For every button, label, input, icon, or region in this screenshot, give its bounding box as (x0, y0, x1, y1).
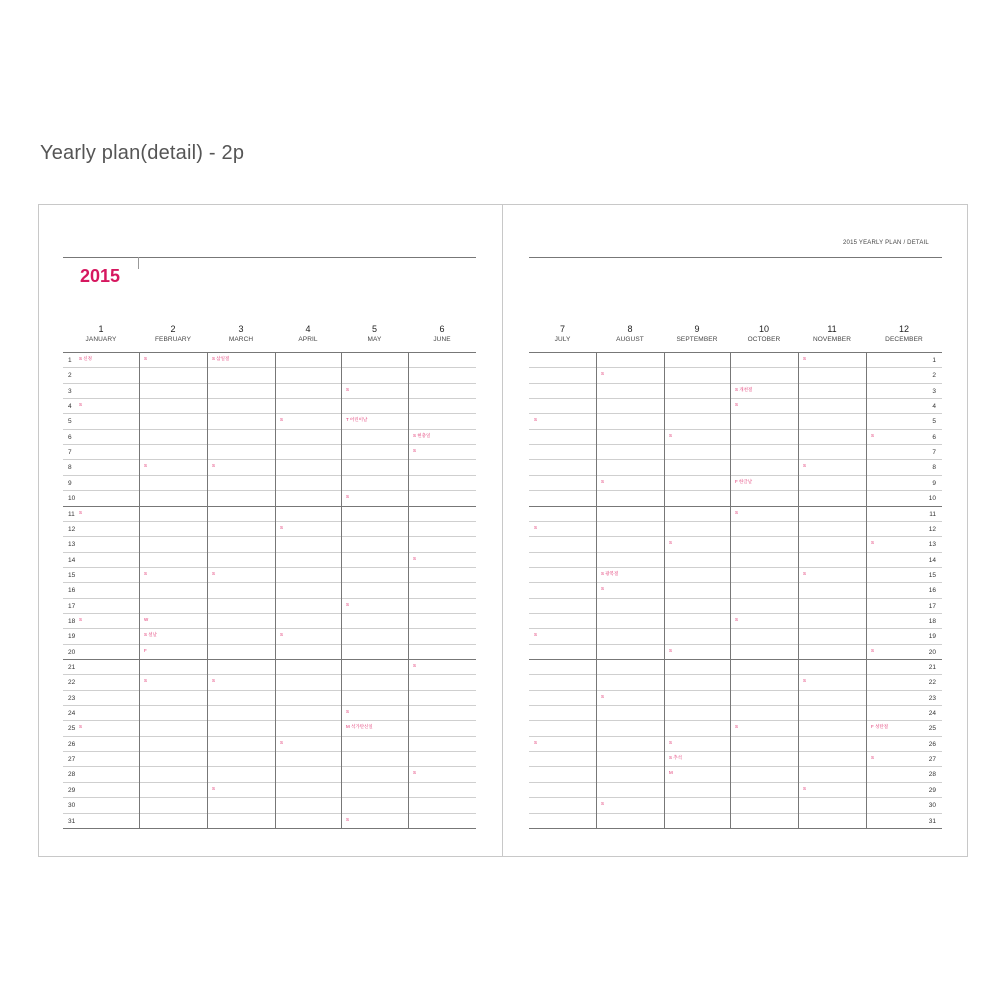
calendar-mark: S (144, 678, 148, 683)
day-number: 8 (68, 464, 72, 471)
day-number: 14 (928, 557, 936, 564)
month-name: JULY (554, 336, 571, 343)
row-rule (63, 383, 476, 384)
column-rule (596, 352, 597, 828)
row-rule (63, 644, 476, 645)
calendar-mark: S (346, 709, 350, 714)
row-rule (529, 398, 942, 399)
day-number: 25 (928, 725, 936, 732)
day-number: 19 (68, 633, 76, 640)
day-number: 4 (932, 403, 936, 410)
left-month-header (63, 324, 139, 344)
row-rule (63, 751, 476, 752)
row-rule (63, 598, 476, 599)
calendar-mark: S 신정 (79, 356, 92, 361)
day-number: 24 (68, 710, 76, 717)
day-number: 23 (68, 695, 76, 702)
calendar-mark: S (534, 740, 538, 745)
row-rule (63, 475, 476, 476)
month-number: 4 (305, 324, 311, 334)
column-rule (275, 352, 276, 828)
column-rule (664, 352, 665, 828)
row-rule (63, 582, 476, 583)
column-rule (408, 352, 409, 828)
day-number: 27 (928, 756, 936, 763)
day-number: 8 (932, 464, 936, 471)
column-rule (207, 352, 208, 828)
month-number: 1 (98, 324, 104, 334)
day-number: 5 (932, 418, 936, 425)
calendar-mark: S (346, 387, 350, 392)
left-header-rule (63, 352, 476, 353)
day-number: 30 (928, 802, 936, 809)
month-number: 8 (627, 324, 633, 334)
calendar-mark: S (280, 740, 284, 745)
calendar-mark: S 개천절 (735, 387, 753, 392)
calendar-mark: M (669, 770, 673, 775)
day-number: 28 (68, 771, 76, 778)
row-rule (529, 782, 942, 783)
row-rule (63, 536, 476, 537)
left-top-rule (63, 257, 476, 258)
calendar-mark: F 한글날 (735, 479, 753, 484)
row-rule (63, 367, 476, 368)
calendar-mark: S 삼일절 (212, 356, 230, 361)
row-rule (63, 506, 476, 507)
day-number: 16 (68, 587, 76, 594)
row-rule (529, 751, 942, 752)
calendar-mark: S (534, 417, 538, 422)
day-number: 3 (68, 388, 72, 395)
day-number: 12 (928, 526, 936, 533)
day-number: 3 (932, 388, 936, 395)
row-rule (63, 736, 476, 737)
month-number: 10 (758, 324, 769, 334)
row-rule (63, 705, 476, 706)
column-rule (798, 352, 799, 828)
calendar-mark: S (79, 617, 83, 622)
calendar-mark: S (534, 632, 538, 637)
month-number: 2 (170, 324, 176, 334)
row-rule (529, 690, 942, 691)
row-rule (529, 536, 942, 537)
right-month-header (664, 324, 730, 344)
calendar-mark: S (212, 786, 216, 791)
row-rule (529, 567, 942, 568)
day-number: 23 (928, 695, 936, 702)
day-number: 7 (68, 449, 72, 456)
calendar-mark: M 석가탄신일 (346, 724, 373, 729)
month-name: OCTOBER (747, 336, 781, 343)
day-number: 19 (928, 633, 936, 640)
row-rule (529, 598, 942, 599)
calendar-mark: S (871, 433, 875, 438)
day-number: 7 (932, 449, 936, 456)
calendar-mark: S (601, 694, 605, 699)
row-rule (529, 475, 942, 476)
page-caption: Yearly plan(detail) - 2p (40, 142, 245, 164)
month-number: 6 (439, 324, 445, 334)
day-number: 15 (928, 572, 936, 579)
day-number: 26 (928, 741, 936, 748)
row-rule (63, 628, 476, 629)
calendar-mark: S (601, 801, 605, 806)
right-header-rule (529, 352, 942, 353)
left-month-header (341, 324, 408, 344)
calendar-mark: S (669, 740, 673, 745)
column-rule (341, 352, 342, 828)
column-rule (866, 352, 867, 828)
calendar-mark: S (346, 602, 350, 607)
calendar-mark: S (413, 663, 417, 668)
row-rule (529, 828, 942, 829)
calendar-mark: S (212, 678, 216, 683)
row-rule (529, 659, 942, 660)
year-title: 2015 (80, 266, 121, 286)
right-month-header (596, 324, 664, 344)
calendar-mark: S (803, 678, 807, 683)
day-number: 28 (928, 771, 936, 778)
row-rule (63, 413, 476, 414)
month-name: FEBRUARY (154, 336, 192, 343)
row-rule (529, 720, 942, 721)
row-rule (63, 782, 476, 783)
calendar-mark: S (280, 417, 284, 422)
day-number: 31 (68, 818, 76, 825)
row-rule (529, 552, 942, 553)
month-name: MAY (367, 336, 382, 343)
row-rule (529, 705, 942, 706)
row-rule (529, 506, 942, 507)
day-number: 22 (68, 679, 76, 686)
row-rule (529, 582, 942, 583)
day-number: 11 (68, 511, 75, 518)
row-rule (63, 521, 476, 522)
row-rule (63, 674, 476, 675)
day-number: 2 (68, 372, 72, 379)
calendar-mark: S (280, 632, 284, 637)
calendar-mark: T 어린이날 (346, 417, 368, 422)
day-number: 31 (928, 818, 936, 825)
day-number: 6 (68, 434, 72, 441)
day-number: 1 (68, 357, 72, 364)
day-number: 27 (68, 756, 76, 763)
calendar-mark: S (601, 586, 605, 591)
day-number: 9 (932, 480, 936, 487)
day-number: 1 (932, 357, 936, 364)
calendar-mark: S (601, 371, 605, 376)
calendar-mark: S (735, 617, 739, 622)
day-number: 29 (68, 787, 76, 794)
page-label: 2015 YEARLY PLAN / DETAIL (843, 240, 929, 246)
right-month-header (529, 324, 596, 344)
day-number: 20 (68, 649, 76, 656)
calendar-mark: S (144, 356, 148, 361)
calendar-mark: W (144, 617, 149, 622)
row-rule (529, 459, 942, 460)
row-rule (529, 736, 942, 737)
day-number: 18 (68, 618, 76, 625)
row-rule (529, 797, 942, 798)
row-rule (63, 720, 476, 721)
month-name: JANUARY (85, 336, 117, 343)
row-rule (529, 766, 942, 767)
planner-spine (502, 204, 503, 857)
day-number: 24 (928, 710, 936, 717)
month-name: SEPTEMBER (676, 336, 718, 343)
calendar-mark: S (871, 648, 875, 653)
calendar-mark: S (601, 479, 605, 484)
row-rule (529, 367, 942, 368)
row-rule (529, 813, 942, 814)
calendar-mark: S (144, 463, 148, 468)
month-number: 3 (238, 324, 244, 334)
day-number: 5 (68, 418, 72, 425)
row-rule (529, 490, 942, 491)
calendar-mark: S (735, 402, 739, 407)
calendar-mark: F 성탄절 (871, 724, 889, 729)
day-number: 21 (928, 664, 936, 671)
day-number: 29 (928, 787, 936, 794)
row-rule (63, 398, 476, 399)
column-rule (139, 352, 140, 828)
row-rule (529, 674, 942, 675)
calendar-mark: S (79, 402, 83, 407)
month-name: APRIL (298, 336, 318, 343)
row-rule (63, 552, 476, 553)
row-rule (529, 413, 942, 414)
calendar-mark: S (735, 510, 739, 515)
calendar-mark: S (79, 510, 83, 515)
day-number: 17 (68, 603, 76, 610)
month-number: 11 (827, 324, 837, 334)
row-rule (63, 444, 476, 445)
calendar-mark: S (803, 571, 807, 576)
calendar-mark: S (413, 770, 417, 775)
row-rule (63, 567, 476, 568)
calendar-mark: S 현충일 (413, 433, 431, 438)
planner-spread (38, 204, 968, 857)
row-rule (63, 459, 476, 460)
day-number: 16 (928, 587, 936, 594)
day-number: 14 (68, 557, 76, 564)
calendar-mark: S (413, 448, 417, 453)
calendar-mark: S (413, 556, 417, 561)
day-number: 11 (929, 511, 936, 518)
calendar-mark: S 설날 (144, 632, 157, 637)
calendar-mark: S (534, 525, 538, 530)
month-name: DECEMBER (885, 336, 923, 343)
month-number: 9 (694, 324, 700, 334)
row-rule (63, 828, 476, 829)
row-rule (63, 613, 476, 614)
row-rule (529, 429, 942, 430)
calendar-mark: S 추석 (669, 755, 682, 760)
row-rule (529, 628, 942, 629)
calendar-mark: S (669, 433, 673, 438)
row-rule (63, 690, 476, 691)
row-rule (529, 521, 942, 522)
row-rule (529, 644, 942, 645)
calendar-mark: S (79, 724, 83, 729)
row-rule (529, 613, 942, 614)
calendar-mark: S (212, 463, 216, 468)
month-name: NOVEMBER (812, 336, 851, 343)
calendar-mark: S (280, 525, 284, 530)
day-number: 10 (68, 495, 76, 502)
calendar-mark: S (669, 648, 673, 653)
day-number: 30 (68, 802, 76, 809)
day-number: 13 (928, 541, 936, 548)
month-name: JUNE (433, 336, 451, 343)
left-month-header (275, 324, 341, 344)
left-month-header (207, 324, 275, 344)
row-rule (63, 813, 476, 814)
day-number: 26 (68, 741, 76, 748)
calendar-mark: S (144, 571, 148, 576)
right-month-header (798, 324, 866, 344)
day-number: 12 (68, 526, 76, 533)
calendar-mark: S (803, 786, 807, 791)
calendar-mark: S (871, 540, 875, 545)
calendar-mark: S 광복절 (601, 571, 619, 576)
day-number: 2 (932, 372, 936, 379)
row-rule (529, 444, 942, 445)
month-name: MARCH (228, 336, 254, 343)
row-rule (63, 766, 476, 767)
day-number: 6 (932, 434, 936, 441)
calendar-mark: S (803, 463, 807, 468)
month-name: AUGUST (616, 336, 644, 343)
column-rule (730, 352, 731, 828)
calendar-mark: S (871, 755, 875, 760)
month-number: 5 (371, 324, 377, 334)
day-number: 22 (928, 679, 936, 686)
day-number: 18 (928, 618, 936, 625)
day-number: 21 (68, 664, 76, 671)
right-month-header (866, 324, 942, 344)
month-number: 12 (898, 324, 909, 334)
row-rule (529, 383, 942, 384)
day-number: 9 (68, 480, 72, 487)
left-month-header (139, 324, 207, 344)
row-rule (63, 659, 476, 660)
month-number: 7 (559, 324, 565, 334)
calendar-mark: S (346, 817, 350, 822)
left-month-header (408, 324, 476, 344)
calendar-mark: S (803, 356, 807, 361)
day-number: 20 (928, 649, 936, 656)
calendar-mark: S (669, 540, 673, 545)
calendar-mark: S (212, 571, 216, 576)
calendar-mark: S (346, 494, 350, 499)
day-number: 10 (928, 495, 936, 502)
day-number: 4 (68, 403, 72, 410)
row-rule (63, 797, 476, 798)
day-number: 17 (928, 603, 936, 610)
right-top-rule (529, 257, 942, 258)
day-number: 13 (68, 541, 76, 548)
year-tick (138, 257, 139, 269)
row-rule (63, 490, 476, 491)
calendar-mark: S (735, 724, 739, 729)
calendar-mark: F (144, 648, 147, 653)
day-number: 25 (68, 725, 76, 732)
right-month-header (730, 324, 798, 344)
row-rule (63, 429, 476, 430)
day-number: 15 (68, 572, 76, 579)
